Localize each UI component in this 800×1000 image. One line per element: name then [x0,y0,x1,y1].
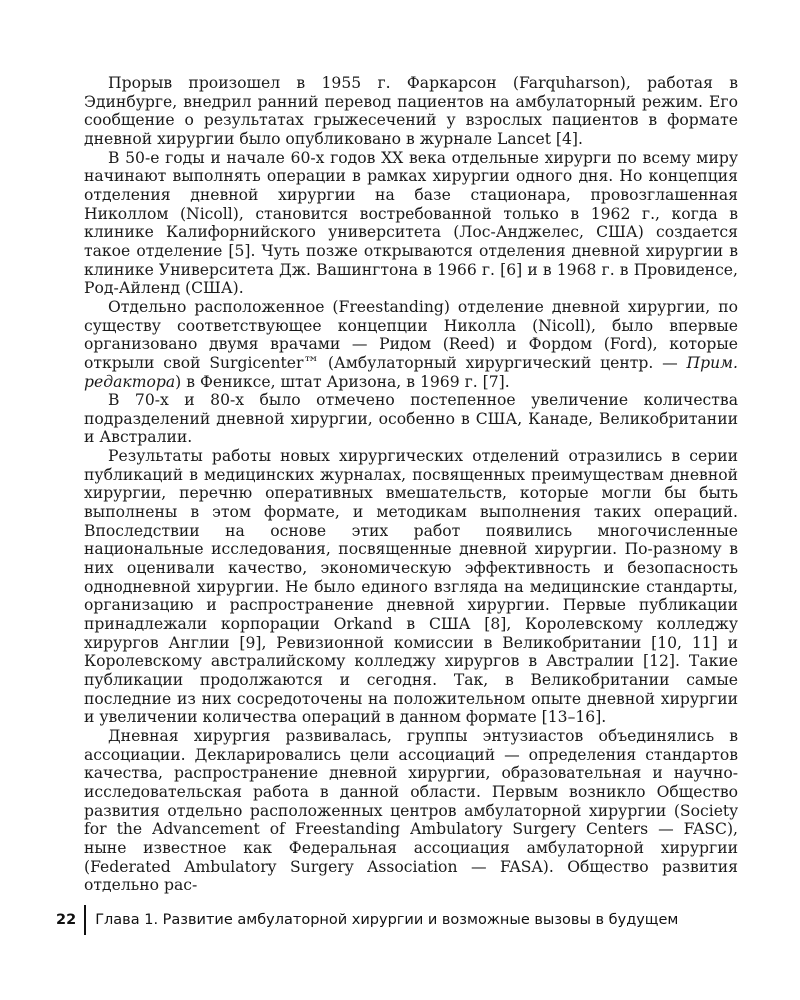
paragraph-3 [84,298,738,391]
paragraph-4: В 70-х и 80-х было отмечено постепенное увеличение количества подразделений дневной хирургии, особенно в США, Канаде, Великобритании и Австралии. [84,391,738,447]
paragraph-3-end: ) в Фениксе, штат Аризона, в 1969 г. [7]. [175,372,510,391]
paragraph-5: Результаты работы новых хирургических отделений отразились в серии публикаций в медицинских журналах, посвященных преимуществам дневной хирургии, перечню оперативных вмешательств, которые могли бы быть выполнены в этом формате, и методикам выполнения таких операций. Впоследствии на основе этих работ появились многочисленные национальные исследования, посвященные дневной хирургии. По-разному в них оценивали качество, экономическую эффективность и безопасность однодневной хирургии. Не было единого взгляда на медицинские стандарты, организацию и распространение дневной хирургии. Первые публикации принадлежали корпорации Orkand в США [8], Королевскому колледжу хирургов Англии [9], Ревизионной комиссии в Великобритании [10, 11] и Королевскому австралийскому колледжу хирургов в Австралии [12]. Такие публикации продолжаются и сегодня. Так, в Великобритании самые последние из них сосредоточены на положительном опыте дневной хирургии и увеличении количества операций в данном формате [13–16]. [84,447,738,727]
paragraph-1: Прорыв произошел в 1955 г. Фаркарсон (Farquharson), работая в Эдинбурге, внедрил ранний перевод пациентов на амбулаторный режим. Его сообщение о результатах грыжесечений у взрослых пациентов в формате дневной хирургии было опубликовано в журнале Lancet [4]. [84,74,738,148]
paragraph-6: Дневная хирургия развивалась, группы энтузиастов объединялись в ассоциации. Декларировались цели ассоциаций — определения стандартов качества, распространение дневной хирургии, образовательная и научно-исследовательская работа в данной области. Первым возникло Общество развития отдельно расположенных центров амбулаторной хирургии (Society for the Advancement of Freestanding Ambulatory Surgery Centers — FASC), ныне известное как Федеральная ассоциация амбулаторной хирургии (Federated Ambulatory Surgery Association — FASA). Общество развития отдельно рас- [84,726,738,895]
page-number: 22 [56,912,77,928]
running-title: Глава 1. Развитие амбулаторной хирургии и возможные вызовы в будущем [95,912,679,928]
paragraph-2: В 50-е годы и начале 60-х годов XX века отдельные хирурги по всему миру начинают выполнять операции в рамках хирургии одного дня. Но концепция отделения дневной хирургии на базе стационара, провозглашенная Николлом (Nicoll), становится востребованной только в 1962 г., когда в клинике Калифорнийского университета (Лос-Анджелес, США) создается такое отделение [5]. Чуть позже открываются отделения дневной хирургии в клинике Университета Дж. Вашингтона в 1966 г. [6] и в 1968 г. в Провиденсе, Род-Айленд (США). [84,148,738,298]
footer-divider [84,905,86,935]
body-text [84,74,738,895]
editor-note: Прим. редактора [84,353,738,391]
page-footer [56,906,678,934]
paragraph-3-start: Отдельно расположенное (Freestanding) отделение дневной хирургии, по существу соответствующее концепции Николла (Nicoll), было впервые организовано двумя врачами — Ридом (Reed) и Фордом (Ford), которые открыли свой Surgicenter™ (Амбулаторный хирургический центр. — [84,297,738,372]
